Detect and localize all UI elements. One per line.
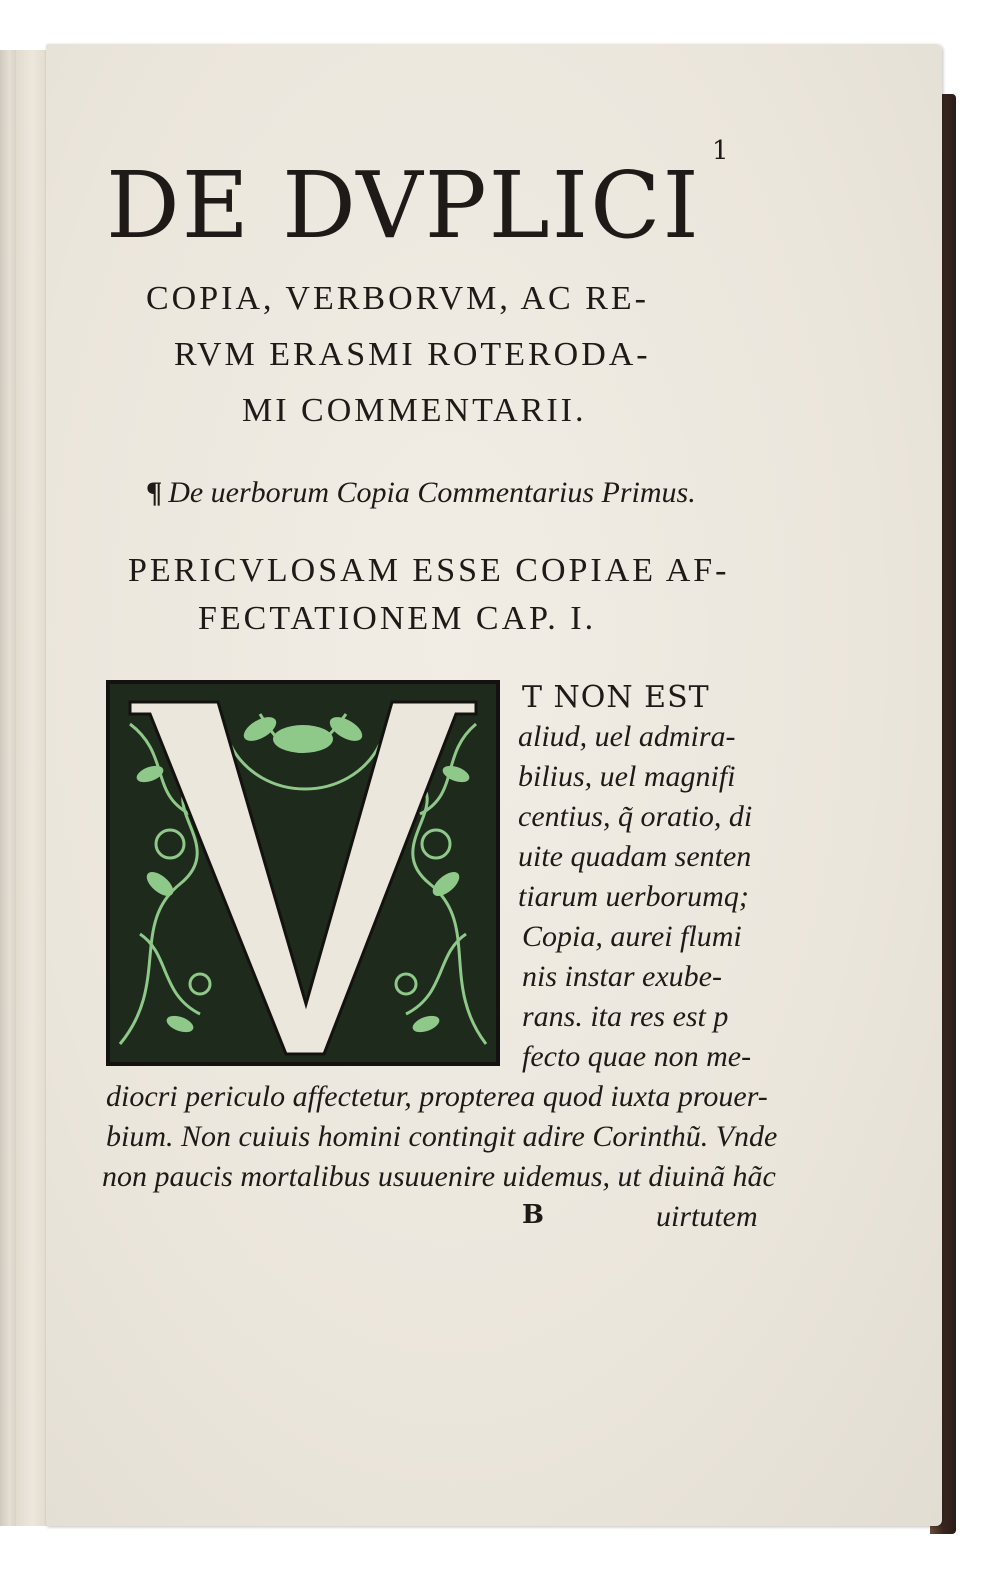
folio-number: 1	[712, 136, 729, 166]
pilcrow-mark: ¶	[146, 476, 163, 509]
text-line: rans. ita res est p	[522, 1000, 729, 1033]
text-line: uite quadam senten	[518, 840, 752, 873]
decorated-initial	[106, 680, 500, 1066]
subtitle	[146, 476, 696, 510]
page-title: DE DVPLICI	[106, 152, 701, 259]
text-line: centius, q̃ oratio, di	[518, 800, 753, 833]
text-line: aliud, uel admira-	[518, 720, 736, 753]
book	[0, 44, 958, 1529]
text-line: non paucis mortalibus usuuenire uidemus, ut diuinã hãc	[102, 1160, 776, 1193]
book-page	[46, 44, 942, 1526]
title-line-1: COPIA, VERBORVM, AC RE-	[146, 280, 649, 317]
text-line: bium. Non cuiuis homini contingit adire Corinthũ. Vnde	[106, 1120, 778, 1153]
text-line: diocri periculo affectetur, propterea quod iuxta prouer-	[106, 1080, 768, 1113]
chapter-heading-line-1: PERICVLOSAM ESSE COPIAE AF-	[128, 552, 730, 589]
title-line-3: MI COMMENTARII.	[242, 392, 587, 429]
text-line: Copia, aurei flumi	[522, 920, 742, 953]
text-line: T NON EST	[522, 680, 710, 715]
text-line: fecto quae non me-	[522, 1040, 752, 1073]
chapter-heading-line-2: FECTATIONEM CAP. I.	[198, 600, 597, 637]
subtitle-text: De uerborum Copia Commentarius Primus.	[168, 476, 696, 509]
text-line: bilius, uel magnifi	[518, 760, 736, 793]
text-line: nis instar exube-	[522, 960, 722, 993]
signature-mark: B	[522, 1200, 544, 1230]
facing-page-edge	[0, 50, 17, 1526]
title-line-2: RVM ERASMI ROTERODA-	[174, 336, 651, 373]
catchword: uirtutem	[656, 1200, 758, 1233]
text-line: tiarum uerborumq;	[518, 880, 749, 913]
floral-initial-illustration	[110, 684, 496, 1062]
